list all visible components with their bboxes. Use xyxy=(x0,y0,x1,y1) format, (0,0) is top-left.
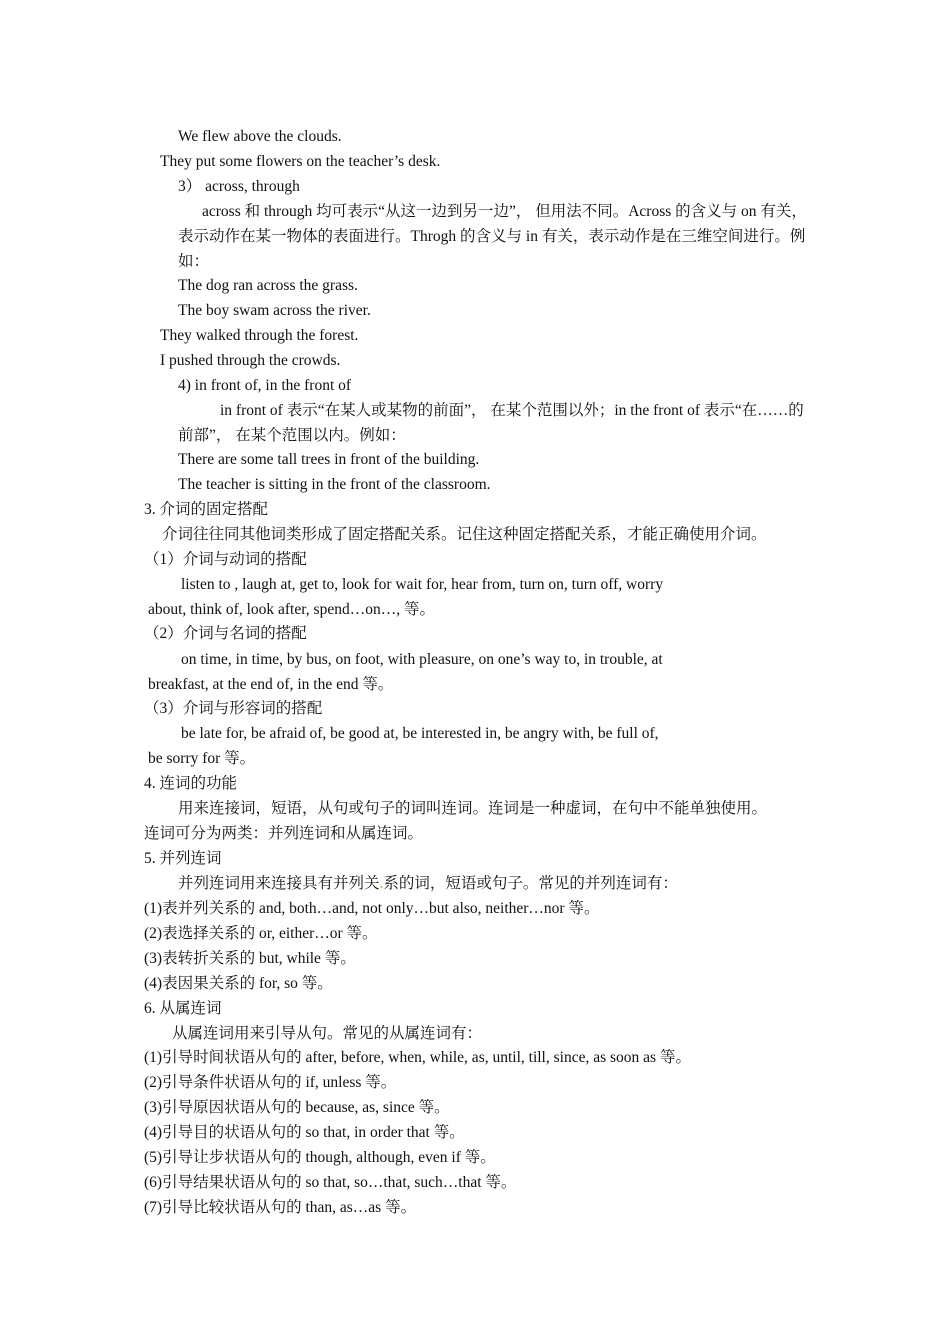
text-line: listen to , laugh at, get to, look for wait for, hear from, turn on, turn off, worry xyxy=(181,576,664,593)
subsection-heading: （1）介词与动词的搭配 xyxy=(144,551,307,568)
text-line: be sorry for 等。 xyxy=(148,750,256,767)
list-item: (1)引导时间状语从句的 after, before, when, while, as, until, till, since, as soon as 等。 xyxy=(144,1049,691,1066)
text-line: We flew above the clouds. xyxy=(178,128,342,145)
list-item: (2)表选择关系的 or, either…or 等。 xyxy=(144,925,378,942)
text-line: 用来连接词，短语，从句或句子的词叫连词。连词是一种虚词，在句中不能单独使用。 xyxy=(178,800,768,817)
text-line: There are some tall trees in front of the building. xyxy=(178,451,480,468)
section-heading: 5. 并列连词 xyxy=(144,850,222,867)
list-item: (7)引导比较状语从句的 than, as…as 等。 xyxy=(144,1199,417,1216)
text-line: 从属连词用来引导从句。常见的从属连词有： xyxy=(172,1025,483,1042)
list-item: (2)引导条件状语从句的 if, unless 等。 xyxy=(144,1074,397,1091)
text-segment: 并列连词用来连接具有并列关 xyxy=(178,875,380,892)
text-line: The boy swam across the river. xyxy=(178,302,371,319)
list-item: (1)表并列关系的 and, both…and, not only…but also, neither…nor 等。 xyxy=(144,900,600,917)
text-line: They walked through the forest. xyxy=(160,327,359,344)
cursor-mark: . xyxy=(379,875,384,892)
subsection-heading: （2）介词与名词的搭配 xyxy=(144,625,307,642)
section-heading: 4. 连词的功能 xyxy=(144,775,238,792)
list-item: (3)表转折关系的 but, while 等。 xyxy=(144,950,356,967)
list-item: (3)引导原因状语从句的 because, as, since 等。 xyxy=(144,1099,450,1116)
list-item: (5)引导让步状语从句的 though, although, even if 等。 xyxy=(144,1149,496,1166)
section-heading: 6. 从属连词 xyxy=(144,1000,222,1017)
text-line: The teacher is sitting in the front of the classroom. xyxy=(178,476,491,493)
text-line: breakfast, at the end of, in the end 等。 xyxy=(148,676,394,693)
text-line xyxy=(178,874,678,894)
text-line: They put some flowers on the teacher’s desk. xyxy=(160,153,441,170)
paragraph: in front of 表示“在某人或某物的前面”， 在某个范围以外；in the front of 表示“在……的前部”， 在某个范围以内。例如： xyxy=(178,402,804,444)
subsection-heading: （3）介词与形容词的搭配 xyxy=(144,700,323,717)
section-heading: 3. 介词的固定搭配 xyxy=(144,501,269,518)
list-item: (6)引导结果状语从句的 so that, so…that, such…that 等。 xyxy=(144,1174,517,1191)
text-line: be late for, be afraid of, be good at, be interested in, be angry with, be full of, xyxy=(181,725,659,742)
text-line: about, think of, look after, spend…on…, 等。 xyxy=(148,601,435,618)
list-heading: 4) in front of, in the front of xyxy=(178,377,352,394)
list-heading: 3） across, through xyxy=(178,178,300,195)
text-line: 介词往往同其他词类形成了固定搭配关系。记住这种固定搭配关系，才能正确使用介词。 xyxy=(162,526,767,543)
text-line: 连词可分为两类：并列连词和从属连词。 xyxy=(144,825,424,842)
paragraph: across 和 through 均可表示“从这一边到另一边”， 但用法不同。Across 的含义与 on 有关，表示动作在某一物体的表面进行。Throgh 的含义与 in 有关，表示动作是在三维空间进行。例如： xyxy=(178,203,807,270)
list-item: (4)引导目的状语从句的 so that, in order that 等。 xyxy=(144,1124,465,1141)
text-line: I pushed through the crowds. xyxy=(160,352,341,369)
list-item: (4)表因果关系的 for, so 等。 xyxy=(144,975,333,992)
text-segment: 系的词，短语或句子。常见的并列连词有： xyxy=(383,875,678,892)
text-line: The dog ran across the grass. xyxy=(178,277,358,294)
text-line: on time, in time, by bus, on foot, with pleasure, on one’s way to, in trouble, at xyxy=(181,651,663,668)
